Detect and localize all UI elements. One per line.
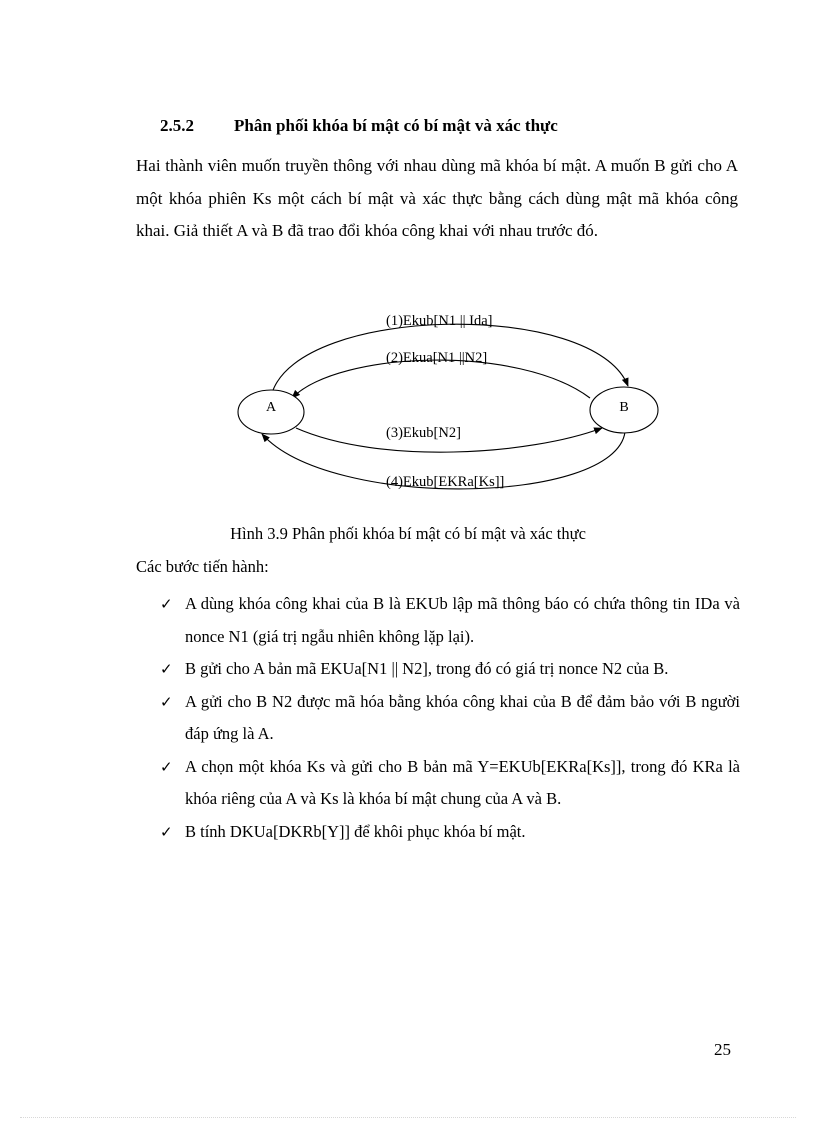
list-item xyxy=(160,751,740,816)
list-item xyxy=(160,653,740,686)
steps-title: Các bước tiến hành: xyxy=(136,557,269,576)
steps-list xyxy=(160,588,740,848)
checkmark-icon: ✓ xyxy=(160,595,173,613)
step-text: B tính DKUa[DKRb[Y]] để khôi phục khóa bí mật. xyxy=(185,821,526,841)
figure-caption: Hình 3.9 Phân phối khóa bí mật có bí mật và xác thực xyxy=(230,524,586,543)
msg1-label: (1)Ekub[N1 || Ida] xyxy=(386,313,493,329)
msg3-label: (3)Ekub[N2] xyxy=(386,425,461,441)
checkmark-icon: ✓ xyxy=(160,692,173,711)
list-item xyxy=(160,816,740,849)
intro-paragraph: Hai thành viên muốn truyền thông với nhau dùng mã khóa bí mật. A muốn B gửi cho A một khóa phiên Ks một cách bí mật và xác thực bằng cách dùng mật mã khóa công khai. Giả thiết A và B đã trao đổi khóa công khai với nhau trước đó. xyxy=(136,156,738,240)
step-text: A gửi cho B N2 được mã hóa bằng khóa công khai của B để đảm bảo với B người đáp ứng là A. xyxy=(185,691,740,743)
checkmark-icon: ✓ xyxy=(160,822,173,841)
node-b-label: B xyxy=(619,400,629,415)
section-title: Phân phối khóa bí mật có bí mật và xác thực xyxy=(234,116,558,135)
checkmark-icon: ✓ xyxy=(160,660,173,678)
page-number: 25 xyxy=(714,1040,731,1059)
checkmark-icon: ✓ xyxy=(160,757,173,776)
list-item xyxy=(160,686,740,751)
node-a-label: A xyxy=(265,400,277,415)
msg4-label: (4)Ekub[EKRa[Ks]] xyxy=(386,474,505,490)
msg2-label: (2)Ekua[N1 ||N2] xyxy=(386,350,488,366)
step-text: B gửi cho A bản mã EKUa[N1 || N2], trong đó có giá trị nonce N2 của B. xyxy=(185,659,669,678)
list-item xyxy=(160,588,740,653)
step-text: A chọn một khóa Ks và gửi cho B bản mã Y=EKUb[EKRa[Ks]], trong đó KRa là khóa riêng của A và Ks là khóa bí mật chung của A và B. xyxy=(185,756,740,808)
section-number: 2.5.2 xyxy=(160,116,194,135)
step-text: A dùng khóa công khai của B là EKUb lập mã thông báo có chứa thông tin IDa và nonce N1 (giá trị ngẫu nhiên không lặp lại). xyxy=(185,594,740,646)
footer-divider xyxy=(20,1117,796,1118)
